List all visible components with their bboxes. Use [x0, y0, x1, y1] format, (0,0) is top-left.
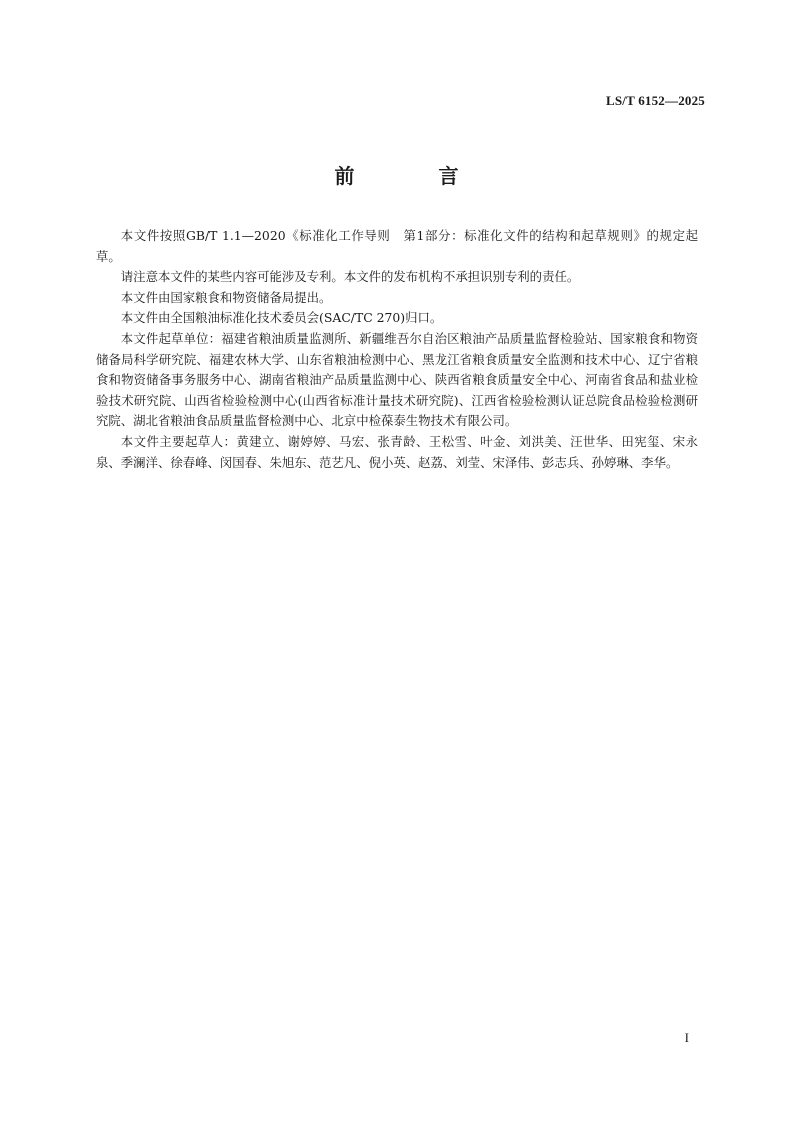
paragraph-drafting-organizations: 本文件起草单位：福建省粮油质量监测所、新疆维吾尔自治区粮油产品质量监督检验站、国家粮食和物资储备局科学研究院、福建农林大学、山东省粮油检测中心、黑龙江省粮食质量安全监测和技术中心、辽宁省粮食和物资储备事务服务中心、湖南省粮油产品质量监测中心、陕西省粮食质量安全中心、河南省食品和盐业检验技术研究院、山西省检验检测中心(山西省标准计量技术研究院)、江西省检验检测认证总院食品检验检测研究院、湖北省粮油食品质量监督检测中心、北京中检葆泰生物技术有限公司。 — [96, 330, 698, 429]
paragraph-main-drafters: 本文件主要起草人：黄建立、谢婷婷、马宏、张青龄、王松雪、叶金、刘洪美、汪世华、田宪玺、宋永泉、季澜洋、徐春峰、闵国春、朱旭东、范艺凡、倪小英、赵荔、刘莹、宋泽伟、彭志兵、孙婷琳、李华。 — [96, 433, 698, 470]
foreword-body — [96, 226, 698, 473]
standard-code: LS/T 6152—2025 — [606, 93, 705, 108]
paragraph-proposed-by: 本文件由国家粮食和物资储备局提出。 — [120, 289, 332, 305]
paragraph-drafting-rules: 本文件按照GB/T 1.1—2020《标准化工作导则 第1部分：标准化文件的结构和起草规则》的规定起草。 — [96, 228, 698, 264]
paragraph-patent-notice: 请注意本文件的某些内容可能涉及专利。本文件的发布机构不承担识别专利的责任。 — [120, 269, 580, 285]
page-number: I — [684, 1030, 689, 1045]
paragraph-technical-committee: 本文件由全国粮油标准化技术委员会(SAC/TC 270)归口。 — [120, 310, 443, 326]
page-title: 前 言 — [334, 164, 491, 188]
